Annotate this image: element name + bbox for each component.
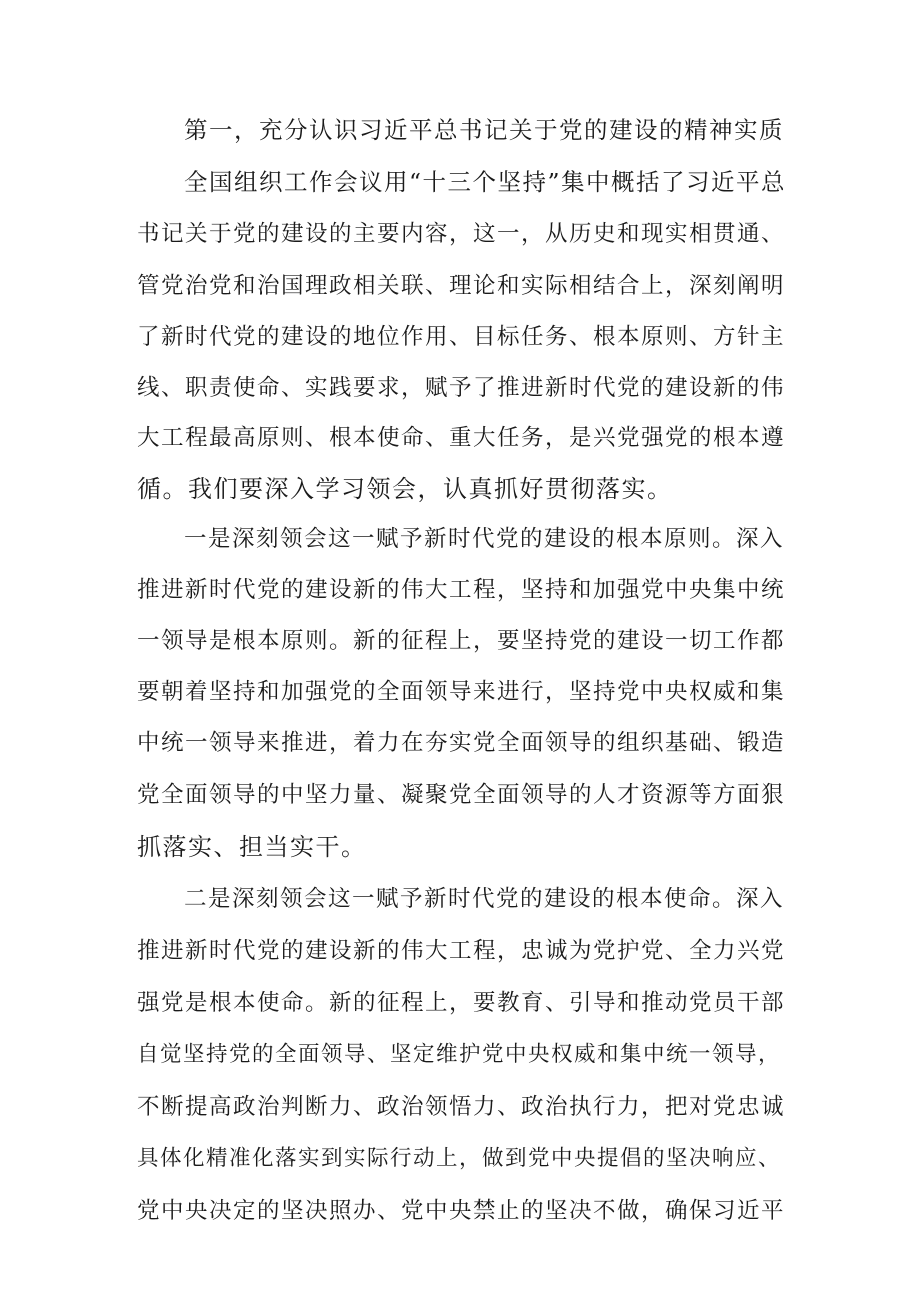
paragraph-line: 具体化精准化落实到实际行动上，做到党中央提倡的坚决响应、 [137,1146,782,1171]
paragraph-line: 抓落实、担当实干。 [137,833,367,861]
paragraph-line: 书记关于党的建设的主要内容，这一，从历史和现实相贯通、 [137,221,786,247]
paragraph-line: 不断提高政治判断力、政治领悟力、政治执行力，把对党忠诚 [137,1094,786,1120]
paragraph-line: 一领导是根本原则。新的征程上，要坚持党的建设一切工作都 [137,628,786,654]
paragraph-line: 要朝着坚持和加强党的全面领导来进行，坚持党中央权威和集 [137,679,786,705]
paragraph-line: 强党是根本使命。新的征程上，要教育、引导和推动党员干部 [137,990,786,1016]
paragraph-line: 线、职责使命、实践要求，赋予了推进新时代党的建设新的伟 [137,375,786,401]
paragraph-line: 了新时代党的建设的地位作用、目标任务、根本原则、方针主 [137,324,786,350]
paragraph-line: 一是深刻领会这一赋予新时代党的建设的根本原则。深入 [184,526,785,552]
section-heading: 第一，充分认识习近平总书记关于党的建设的精神实质 [184,116,784,144]
paragraph-line: 党全面领导的中坚力量、凝聚党全面领导的人才资源等方面狠 [137,782,786,808]
paragraph-line: 自觉坚持党的全面领导、坚定维护党中央权威和集中统一领导， [137,1042,782,1067]
paragraph-line: 循。我们要深入学习领会，认真抓好贯彻落实。 [137,475,673,503]
paragraph-line: 二是深刻领会这一赋予新时代党的建设的根本使命。深入 [184,886,785,912]
paragraph-line: 推进新时代党的建设新的伟大工程，忠诚为党护党、全力兴党 [137,938,786,964]
paragraph-line: 全国组织工作会议用“十三个坚持”集中概括了习近平总 [184,168,787,196]
paragraph-line: 大工程最高原则、根本使命、重大任务，是兴党强党的根本遵 [137,425,786,451]
paragraph-line: 中统一领导来推进，着力在夯实党全面领导的组织基础、锻造 [137,730,786,756]
paragraph-line: 党中央决定的坚决照办、党中央禁止的坚决不做，确保习近平 [137,1198,786,1224]
paragraph-line: 管党治党和治国理政相关联、理论和实际相结合上，深刻阐明 [137,273,786,299]
paragraph-line: 推进新时代党的建设新的伟大工程，坚持和加强党中央集中统 [137,577,786,603]
